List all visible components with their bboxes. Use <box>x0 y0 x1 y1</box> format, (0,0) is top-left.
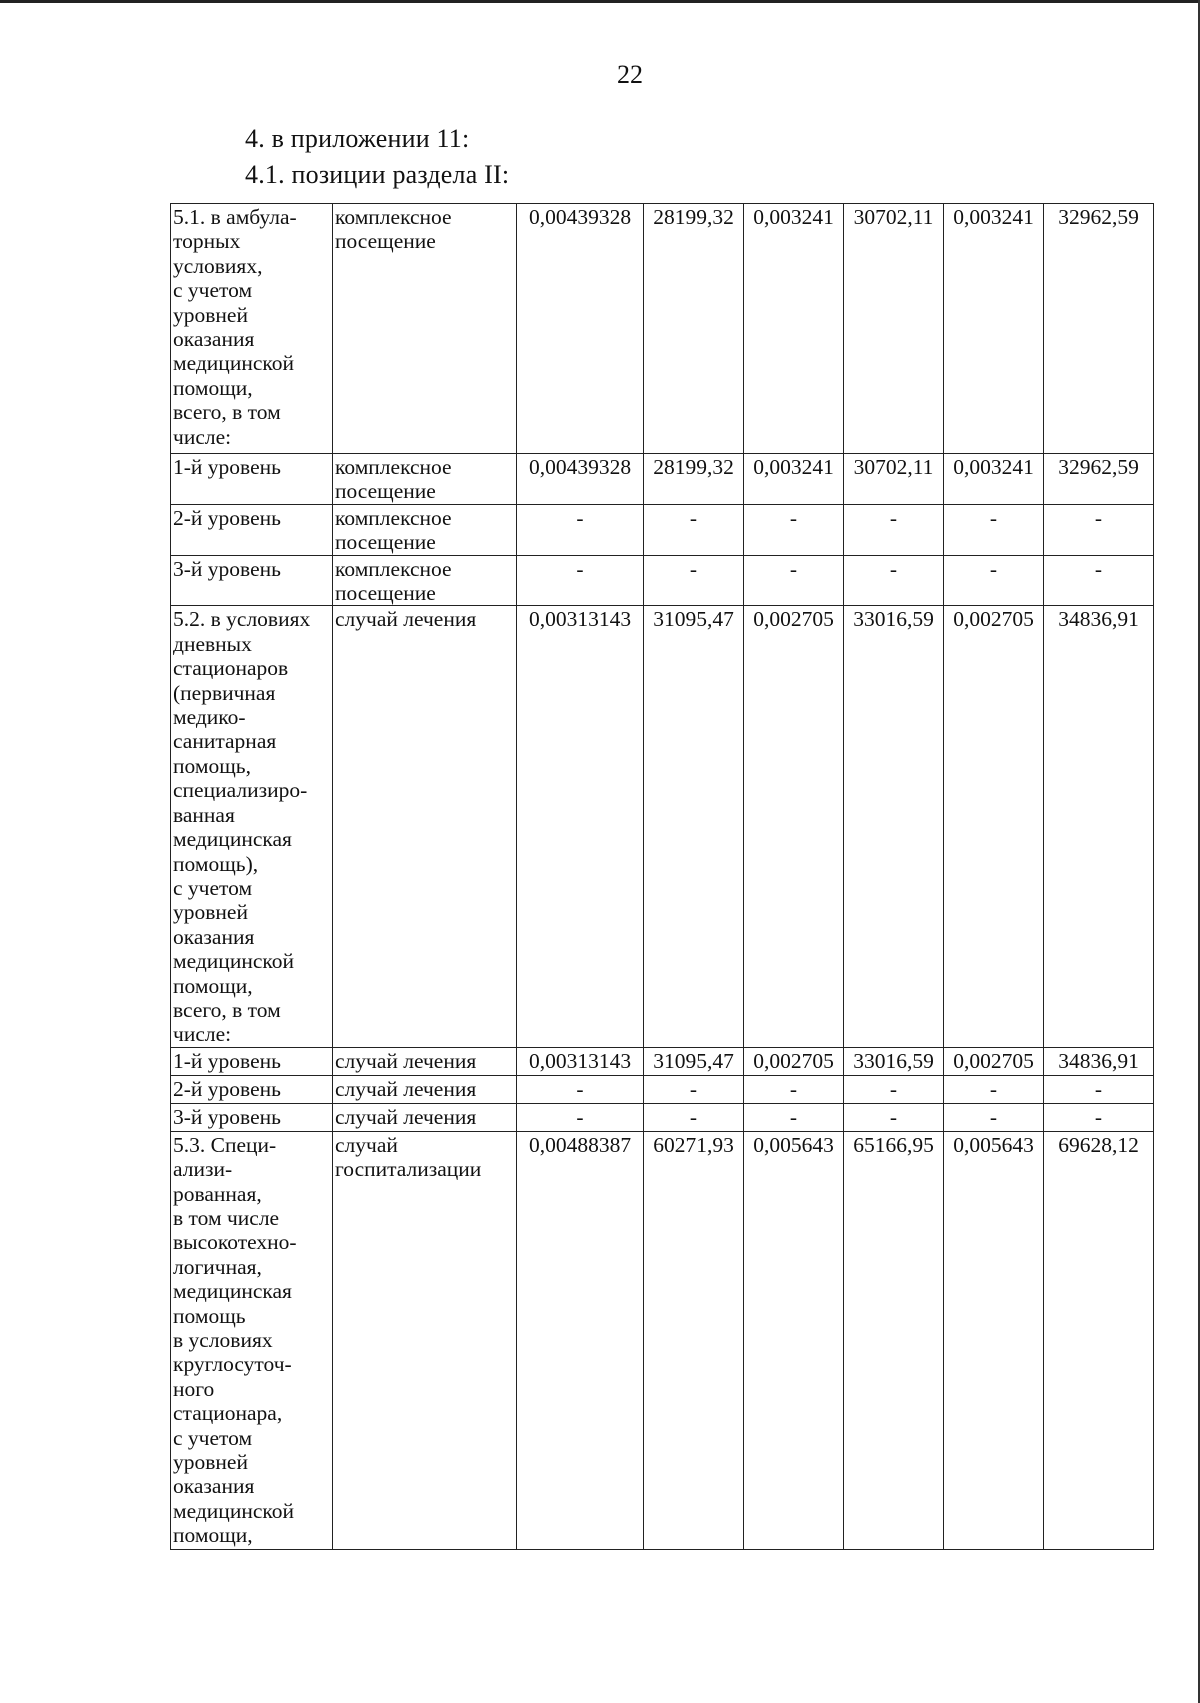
table-row <box>171 1047 1154 1075</box>
indicator-name-cell <box>171 1131 333 1549</box>
indicator-name-cell <box>171 1047 333 1075</box>
indicator-name-line: 5.1. в амбула- <box>173 205 297 229</box>
table-row <box>171 1075 1154 1103</box>
indicator-name-line: медицинской <box>173 1498 294 1523</box>
value-cell: - <box>517 1075 644 1103</box>
unit-cell <box>333 606 517 1047</box>
indicator-name-line: медицинская <box>173 1279 292 1304</box>
positions-table <box>170 203 1154 1550</box>
indicator-name-line: оказания <box>173 327 255 352</box>
value-cell: - <box>844 555 944 606</box>
indicator-name-line: с учетом <box>173 1425 253 1450</box>
value-cell: 28199,32 <box>644 204 744 454</box>
unit-line: случай лечения <box>335 1048 477 1073</box>
indicator-name-line: высокотехно- <box>173 1230 297 1255</box>
value-cell: 0,003241 <box>744 454 844 505</box>
table-row <box>171 454 1154 505</box>
value-cell: - <box>744 1075 844 1103</box>
indicator-name-cell <box>171 1103 333 1131</box>
indicator-name-line: с учетом <box>173 278 253 303</box>
indicator-name-line: 1-й уровень <box>173 1048 281 1073</box>
unit-line: комплексное <box>335 455 452 479</box>
unit-cell <box>333 1047 517 1075</box>
indicator-name-line: помощи, <box>173 1523 253 1548</box>
value-cell: - <box>744 504 844 555</box>
indicator-name-line: 3-й уровень <box>173 556 281 581</box>
page-number: 22 <box>617 60 643 89</box>
indicator-name-line: с учетом <box>173 875 253 900</box>
value-cell: 0,002705 <box>944 1047 1044 1075</box>
value-cell: - <box>1044 1103 1154 1131</box>
indicator-name-line: помощь, <box>173 753 251 778</box>
indicator-name-cell <box>171 1075 333 1103</box>
indicator-name-line: всего, в том <box>173 400 281 425</box>
indicator-name-line: уровней <box>173 1450 248 1475</box>
value-cell: - <box>844 504 944 555</box>
indicator-name-cell <box>171 454 333 505</box>
value-cell: - <box>944 504 1044 555</box>
indicator-name-line: торных <box>173 229 241 254</box>
indicator-name-line: 1-й уровень <box>173 455 281 479</box>
indicator-name-line: специализиро- <box>173 778 308 803</box>
value-cell: 0,003241 <box>944 204 1044 454</box>
indicator-name-line: числе: <box>173 424 232 449</box>
value-cell: 60271,93 <box>644 1131 744 1549</box>
value-cell: 30702,11 <box>844 204 944 454</box>
indicator-name-line: стационара, <box>173 1401 283 1426</box>
subsection-heading: 4.1. позиции раздела II: <box>245 160 510 189</box>
indicator-name-line: помощь), <box>173 851 259 876</box>
indicator-name-line: медицинской <box>173 351 294 376</box>
indicator-name-line: логичная, <box>173 1254 262 1279</box>
indicator-name-cell <box>171 606 333 1047</box>
table-row <box>171 1103 1154 1131</box>
value-cell: - <box>517 555 644 606</box>
value-cell: 65166,95 <box>844 1131 944 1549</box>
indicator-name-line: условиях, <box>173 253 263 278</box>
value-cell: 32962,59 <box>1044 204 1154 454</box>
indicator-name-line: числе: <box>173 1022 232 1047</box>
indicator-name-line: 2-й уровень <box>173 1076 281 1101</box>
value-cell: 0,00313143 <box>517 606 644 1047</box>
unit-cell <box>333 204 517 454</box>
indicator-name-line: помощи, <box>173 375 253 400</box>
value-cell: - <box>944 1103 1044 1131</box>
unit-cell <box>333 454 517 505</box>
value-cell: 28199,32 <box>644 454 744 505</box>
value-cell: - <box>1044 504 1154 555</box>
value-cell: 33016,59 <box>844 606 944 1047</box>
value-cell: 31095,47 <box>644 1047 744 1075</box>
value-cell: 0,00313143 <box>517 1047 644 1075</box>
indicator-name-cell <box>171 555 333 606</box>
value-cell: 34836,91 <box>1044 1047 1154 1075</box>
value-cell: - <box>644 504 744 555</box>
value-cell: - <box>1044 1075 1154 1103</box>
value-cell: 32962,59 <box>1044 454 1154 505</box>
positions-table-body <box>171 204 1154 1550</box>
indicator-name-line: уровней <box>173 900 248 925</box>
table-row <box>171 1131 1154 1549</box>
value-cell: 0,003241 <box>744 204 844 454</box>
value-cell: 0,00439328 <box>517 454 644 505</box>
unit-line: случай <box>335 1132 398 1157</box>
value-cell: 0,00439328 <box>517 204 644 454</box>
unit-cell <box>333 1103 517 1131</box>
table-row <box>171 504 1154 555</box>
indicator-name-line: в условиях <box>173 1328 273 1352</box>
value-cell: - <box>844 1103 944 1131</box>
unit-line: посещение <box>335 229 436 254</box>
value-cell: 30702,11 <box>844 454 944 505</box>
value-cell: 0,005643 <box>744 1131 844 1549</box>
indicator-name-line: всего, в том <box>173 997 281 1022</box>
unit-line: посещение <box>335 581 436 606</box>
value-cell: 0,002705 <box>744 1047 844 1075</box>
value-cell: - <box>644 555 744 606</box>
value-cell: - <box>517 504 644 555</box>
value-cell: 31095,47 <box>644 606 744 1047</box>
indicator-name-line: медицинская <box>173 827 292 852</box>
unit-line: комплексное <box>335 205 452 229</box>
value-cell: - <box>744 1103 844 1131</box>
indicator-name-line: в том числе <box>173 1205 280 1230</box>
indicator-name-line: 5.3. Специ- <box>173 1132 277 1157</box>
unit-line: комплексное <box>335 556 452 581</box>
indicator-name-line: уровней <box>173 302 248 327</box>
value-cell: - <box>844 1075 944 1103</box>
value-cell: - <box>644 1075 744 1103</box>
scan-edge-top <box>0 0 1200 3</box>
unit-line: госпитализации <box>335 1157 482 1182</box>
unit-line: посещение <box>335 479 436 504</box>
value-cell: - <box>517 1103 644 1131</box>
value-cell: - <box>944 1075 1044 1103</box>
section-heading: 4. в приложении 11: <box>245 124 470 153</box>
indicator-name-line: оказания <box>173 1474 255 1499</box>
indicator-name-line: дневных <box>173 631 252 656</box>
unit-cell <box>333 1075 517 1103</box>
indicator-name-line: круглосуточ- <box>173 1352 292 1377</box>
indicator-name-cell <box>171 504 333 555</box>
value-cell: 0,002705 <box>944 606 1044 1047</box>
indicator-name-cell <box>171 204 333 454</box>
value-cell: 0,00488387 <box>517 1131 644 1549</box>
unit-line: случай лечения <box>335 607 477 632</box>
value-cell: 0,002705 <box>744 606 844 1047</box>
value-cell: - <box>644 1103 744 1131</box>
indicator-name-line: медицинской <box>173 949 294 974</box>
indicator-name-line: 2-й уровень <box>173 505 281 530</box>
indicator-name-line: ализи- <box>173 1157 233 1182</box>
unit-line: комплексное <box>335 505 452 530</box>
indicator-name-line: стационаров <box>173 656 289 681</box>
value-cell: 69628,12 <box>1044 1131 1154 1549</box>
indicator-name-line: оказания <box>173 924 255 949</box>
indicator-name-line: ного <box>173 1376 215 1401</box>
indicator-name-line: санитарная <box>173 729 277 754</box>
indicator-name-line: 3-й уровень <box>173 1104 281 1129</box>
unit-cell <box>333 555 517 606</box>
value-cell: - <box>744 555 844 606</box>
indicator-name-line: рованная, <box>173 1181 262 1206</box>
indicator-name-line: медико- <box>173 705 246 730</box>
value-cell: - <box>1044 555 1154 606</box>
indicator-name-line: 5.2. в условиях <box>173 607 311 632</box>
value-cell: 0,005643 <box>944 1131 1044 1549</box>
table-row <box>171 606 1154 1047</box>
value-cell: 0,003241 <box>944 454 1044 505</box>
value-cell: 33016,59 <box>844 1047 944 1075</box>
indicator-name-line: помощь <box>173 1303 246 1328</box>
unit-cell <box>333 1131 517 1549</box>
value-cell: - <box>944 555 1044 606</box>
table-row <box>171 204 1154 454</box>
table-row <box>171 555 1154 606</box>
unit-line: случай лечения <box>335 1104 477 1129</box>
indicator-name-line: (первичная <box>173 680 276 705</box>
indicator-name-line: ванная <box>173 802 235 827</box>
unit-line: случай лечения <box>335 1076 477 1101</box>
unit-cell <box>333 504 517 555</box>
value-cell: 34836,91 <box>1044 606 1154 1047</box>
indicator-name-line: помощи, <box>173 973 253 998</box>
unit-line: посещение <box>335 530 436 555</box>
